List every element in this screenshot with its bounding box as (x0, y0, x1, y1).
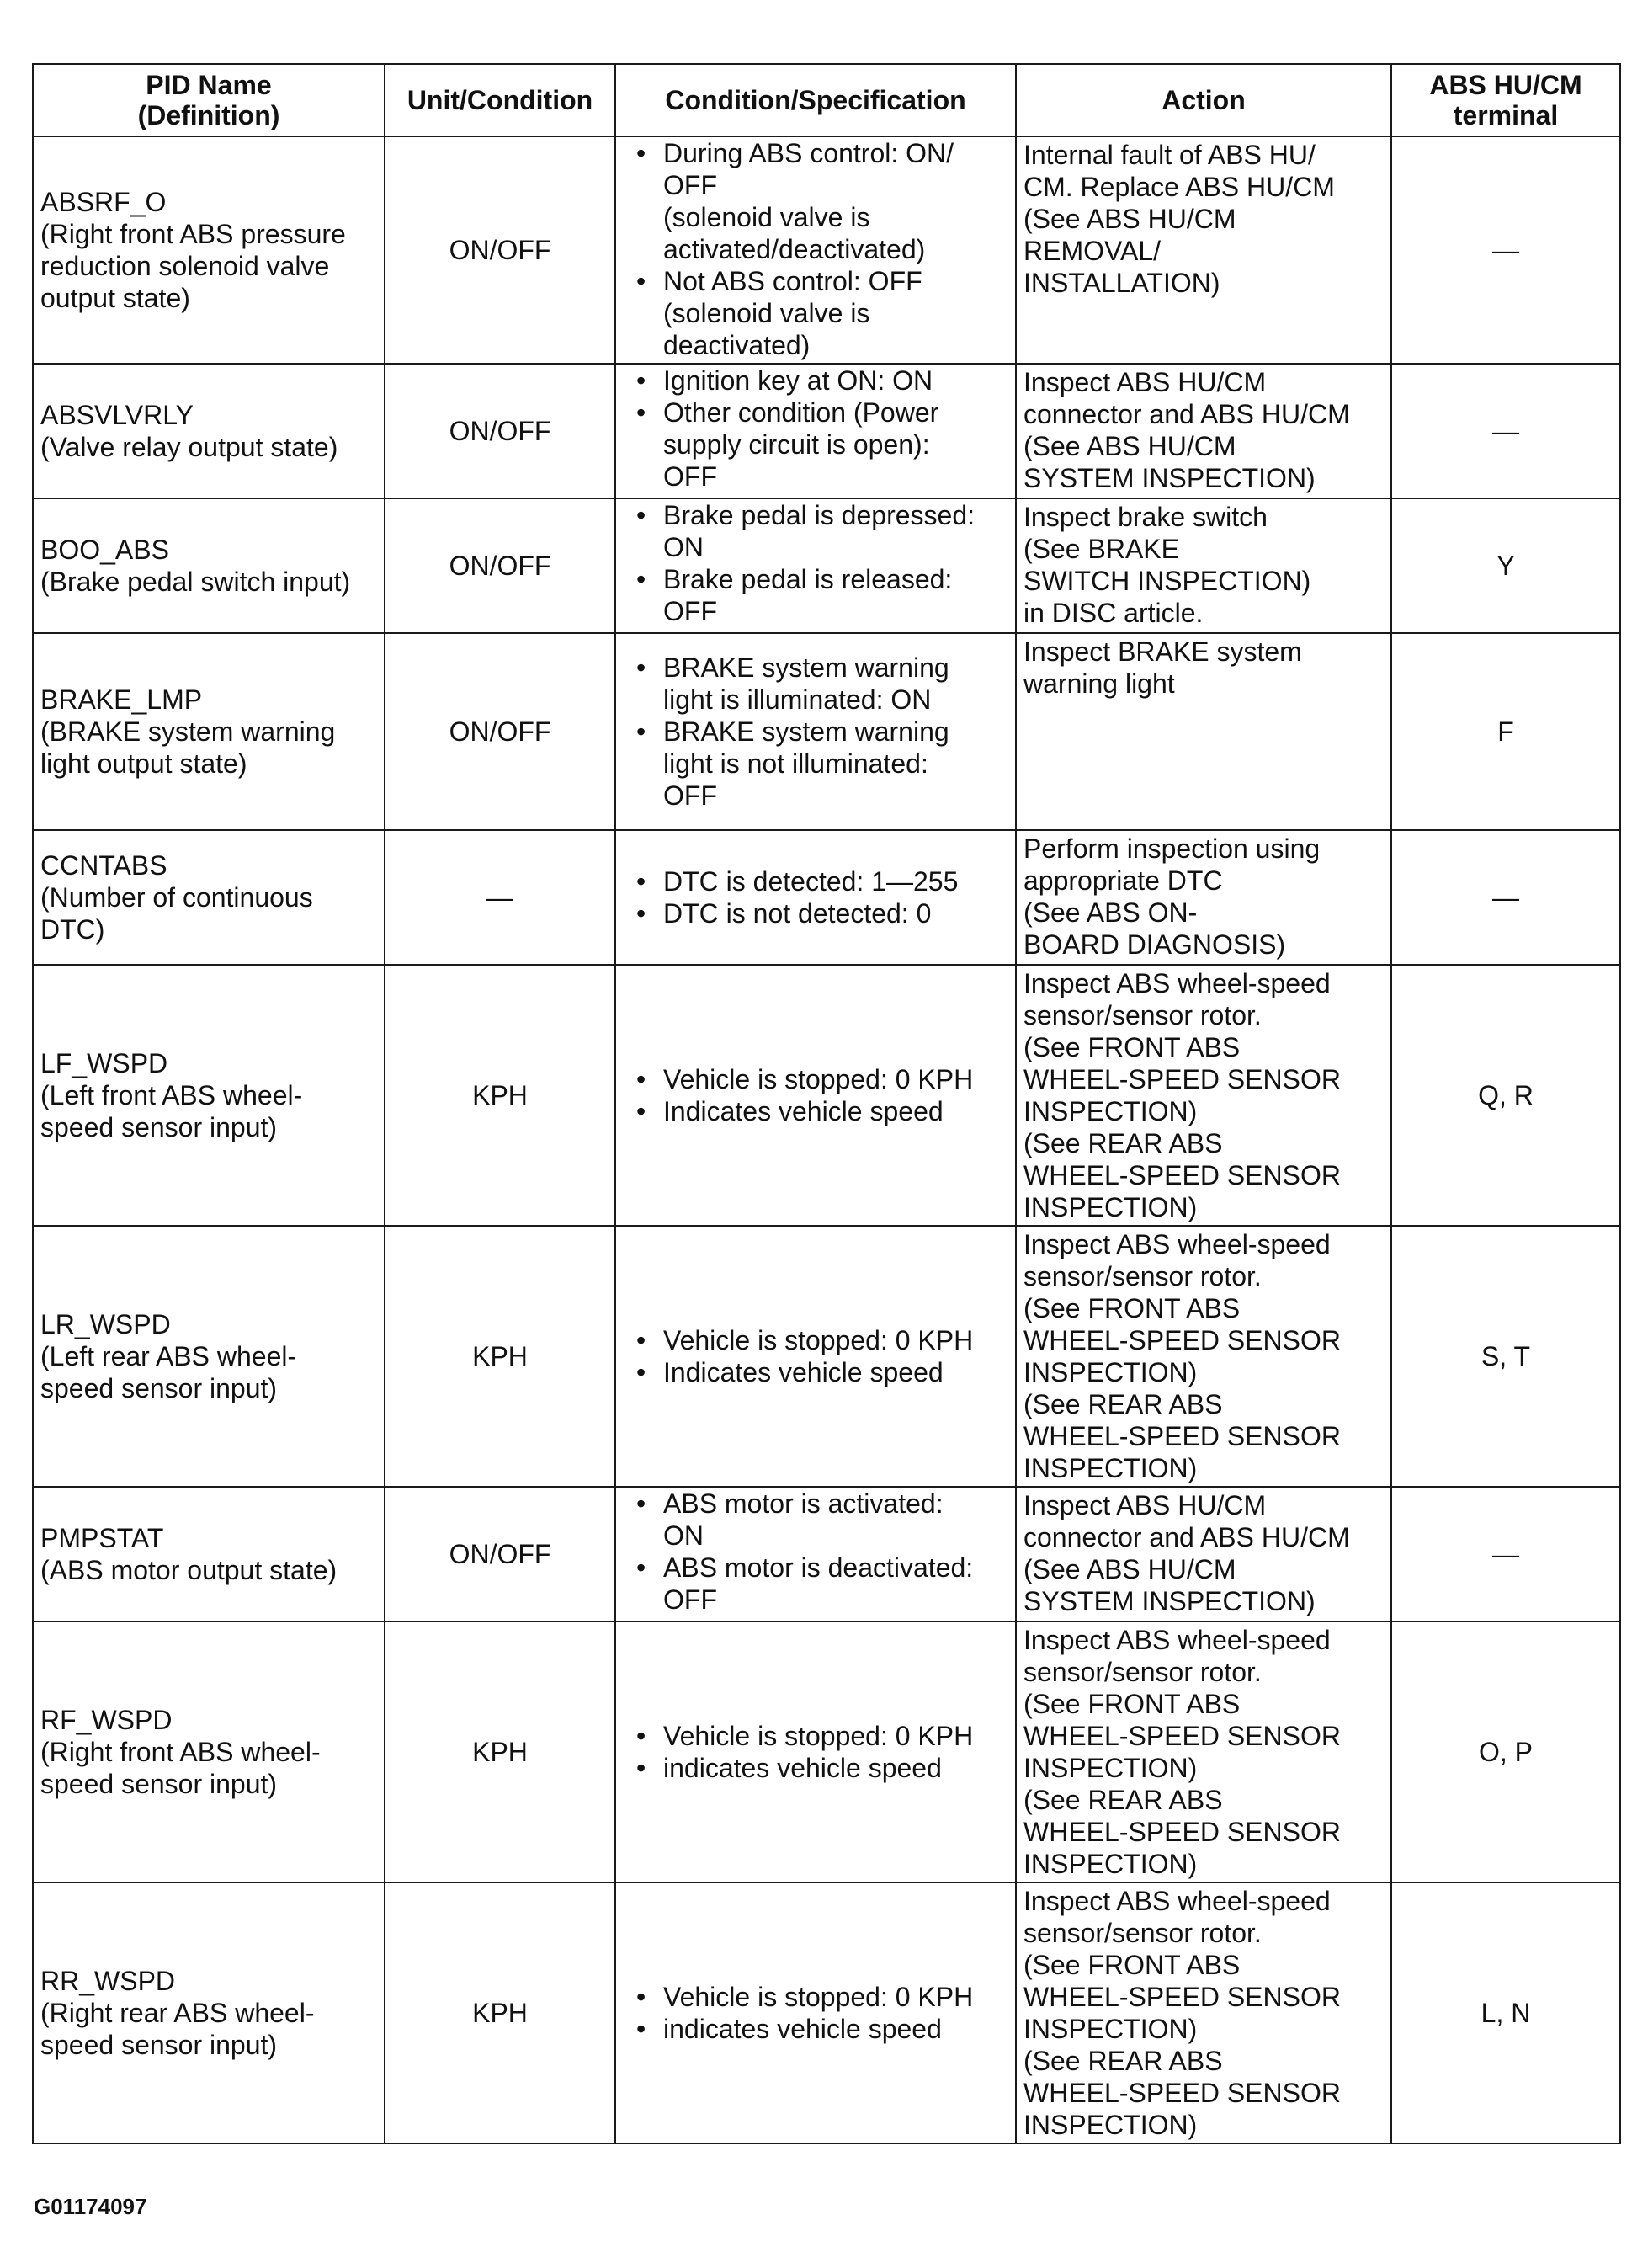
figure-code: G01174097 (34, 2194, 147, 2219)
cell-action (1016, 633, 1391, 830)
cell-unit: ON/OFF (385, 633, 615, 830)
cell-spec (615, 1882, 1016, 2143)
spec-item-line: • Brake pedal is depressed: (663, 500, 975, 530)
pid-definition-line: light output state) (40, 748, 247, 779)
cell-pid (33, 1621, 385, 1882)
pid-definition-line: (Brake pedal switch input) (40, 567, 351, 597)
action-line: INSPECTION) (1023, 2014, 1198, 2044)
action-line: WHEEL-SPEED SENSOR (1023, 1160, 1341, 1190)
spec-list (623, 1488, 1008, 1616)
spec-item-line: • BRAKE system warning (663, 716, 949, 747)
pid-name: RR_WSPD (40, 1966, 176, 1996)
spec-item (631, 1720, 1008, 1752)
spec-item-line: • BRAKE system warning (663, 652, 949, 683)
action-line: SYSTEM INSPECTION) (1023, 1586, 1316, 1616)
spec-list (623, 1720, 1008, 1784)
header-pid-name (33, 64, 385, 136)
action-line: connector and ABS HU/CM (1023, 1522, 1350, 1552)
action-line: (See FRONT ABS (1023, 1689, 1241, 1719)
spec-item-line: • During ABS control: ON/ (663, 138, 954, 168)
action-line: in DISC article. (1023, 598, 1204, 628)
cell-action (1016, 136, 1391, 364)
action-line: Inspect ABS wheel-speed (1023, 1886, 1331, 1916)
action-line: INSPECTION) (1023, 1357, 1198, 1387)
action-line: WHEEL-SPEED SENSOR (1023, 1721, 1341, 1751)
cell-action (1016, 1621, 1391, 1882)
cell-spec (615, 633, 1016, 830)
cell-pid (33, 1882, 385, 2143)
cell-pid (33, 965, 385, 1226)
pid-definition-line: reduction solenoid valve (40, 251, 330, 281)
pid-table (32, 63, 1621, 2144)
spec-item-line: ON (663, 532, 704, 562)
cell-terminal: — (1391, 830, 1620, 965)
spec-item-line: activated/deactivated) (663, 234, 926, 264)
action-line: REMOVAL/ (1023, 236, 1161, 266)
spec-item-line: OFF (663, 1584, 717, 1615)
spec-item (631, 716, 1008, 812)
table-row (33, 364, 1620, 498)
cell-spec (615, 1226, 1016, 1487)
spec-item (631, 1095, 1008, 1127)
action-line: WHEEL-SPEED SENSOR (1023, 1982, 1341, 2012)
spec-item (631, 2013, 1008, 2045)
spec-item (631, 265, 1008, 361)
cell-spec (615, 1487, 1016, 1621)
spec-item-line: OFF (663, 170, 717, 200)
cell-spec (615, 364, 1016, 498)
cell-unit: KPH (385, 1226, 615, 1487)
cell-terminal: L, N (1391, 1882, 1620, 2143)
pid-definition-line: speed sensor input) (40, 1112, 278, 1142)
action-line: INSPECTION) (1023, 1849, 1198, 1879)
action-line: sensor/sensor rotor. (1023, 1261, 1262, 1291)
action-line: appropriate DTC (1023, 865, 1223, 896)
action-line: INSTALLATION) (1023, 268, 1220, 298)
spec-item (631, 1488, 1008, 1552)
action-line: Inspect ABS HU/CM (1023, 1490, 1267, 1520)
header-pid-definition-label: (Definition) (137, 100, 280, 130)
action-line: Inspect ABS HU/CM (1023, 367, 1267, 397)
action-line: (See ABS HU/CM (1023, 431, 1236, 461)
action-line: INSPECTION) (1023, 2110, 1198, 2140)
action-line: INSPECTION) (1023, 1753, 1198, 1783)
action-line: WHEEL-SPEED SENSOR (1023, 2078, 1341, 2108)
spec-list (623, 365, 1008, 492)
action-line: connector and ABS HU/CM (1023, 399, 1350, 429)
action-line: SWITCH INSPECTION) (1023, 566, 1311, 596)
pid-definition-line: (ABS motor output state) (40, 1555, 338, 1585)
action-line: Internal fault of ABS HU/ (1023, 140, 1316, 170)
action-line: INSPECTION) (1023, 1192, 1198, 1222)
spec-item (631, 652, 1008, 716)
pid-definition-line: (Number of continuous (40, 882, 313, 913)
spec-item-line: • ABS motor is deactivated: (663, 1552, 974, 1583)
spec-item (631, 1752, 1008, 1784)
cell-action (1016, 364, 1391, 498)
table-row (33, 830, 1620, 965)
action-line: sensor/sensor rotor. (1023, 1657, 1262, 1687)
cell-unit: ON/OFF (385, 364, 615, 498)
spec-list (623, 865, 1008, 929)
action-line: Inspect ABS wheel-speed (1023, 1625, 1331, 1655)
spec-item (631, 397, 1008, 492)
table-row (33, 965, 1620, 1226)
header-spec: Condition/Specification (615, 64, 1016, 136)
pid-name: LF_WSPD (40, 1048, 168, 1078)
spec-list (623, 137, 1008, 361)
spec-item-line: • Ignition key at ON: ON (663, 365, 933, 396)
header-unit: Unit/Condition (385, 64, 615, 136)
spec-item-line: • indicates vehicle speed (663, 1753, 942, 1783)
spec-item-line: OFF (663, 596, 717, 626)
spec-list (623, 1324, 1008, 1388)
header-pid-name-label: PID Name (146, 70, 272, 100)
action-line: WHEEL-SPEED SENSOR (1023, 1325, 1341, 1355)
cell-unit: ON/OFF (385, 1487, 615, 1621)
cell-spec (615, 965, 1016, 1226)
action-line: INSPECTION) (1023, 1096, 1198, 1126)
table-row (33, 1621, 1620, 1882)
table-row (33, 136, 1620, 364)
pid-definition-line: output state) (40, 283, 190, 313)
pid-name: CCNTABS (40, 850, 167, 881)
pid-definition-line: (Right rear ABS wheel- (40, 1998, 315, 2028)
cell-terminal: O, P (1391, 1621, 1620, 1882)
cell-pid (33, 498, 385, 633)
cell-terminal: F (1391, 633, 1620, 830)
spec-item (631, 1324, 1008, 1356)
cell-terminal: — (1391, 1487, 1620, 1621)
pid-definition-line: speed sensor input) (40, 2030, 278, 2060)
action-line: CM. Replace ABS HU/CM (1023, 172, 1335, 202)
pid-definition-line: (Left rear ABS wheel- (40, 1341, 297, 1371)
action-line: (See REAR ABS (1023, 2046, 1223, 2076)
header-terminal-line2: terminal (1453, 100, 1559, 130)
cell-spec (615, 136, 1016, 364)
spec-item (631, 1356, 1008, 1388)
action-line: SYSTEM INSPECTION) (1023, 463, 1316, 493)
action-line: Inspect BRAKE system (1023, 636, 1302, 667)
action-line: (See ABS HU/CM (1023, 204, 1236, 234)
pid-table-container (32, 63, 1619, 2144)
spec-item-line: OFF (663, 461, 717, 492)
pid-name: BOO_ABS (40, 535, 169, 565)
spec-item-line: • Vehicle is stopped: 0 KPH (663, 1982, 974, 2012)
cell-terminal: Q, R (1391, 965, 1620, 1226)
spec-item-line: • Other condition (Power (663, 397, 939, 428)
spec-item-line: • DTC is not detected: 0 (663, 898, 932, 929)
header-action: Action (1016, 64, 1391, 136)
pid-definition-line: (Left front ABS wheel- (40, 1080, 303, 1110)
pid-name: ABSVLVRLY (40, 400, 194, 430)
spec-item (631, 365, 1008, 397)
table-body (33, 136, 1620, 2143)
table-row (33, 498, 1620, 633)
cell-terminal: S, T (1391, 1226, 1620, 1487)
spec-item-line: ON (663, 1520, 704, 1551)
cell-terminal: — (1391, 364, 1620, 498)
cell-spec (615, 830, 1016, 965)
cell-pid (33, 136, 385, 364)
spec-item (631, 1981, 1008, 2013)
cell-action (1016, 1226, 1391, 1487)
action-line: (See REAR ABS (1023, 1128, 1223, 1158)
action-line: sensor/sensor rotor. (1023, 1918, 1262, 1948)
table-row (33, 633, 1620, 830)
spec-item-line: • ABS motor is activated: (663, 1488, 944, 1519)
spec-item (631, 897, 1008, 929)
pid-definition-line: (Right front ABS pressure (40, 219, 346, 249)
pid-definition-line: (Right front ABS wheel- (40, 1737, 321, 1767)
cell-pid (33, 364, 385, 498)
pid-definition-line: DTC) (40, 914, 105, 945)
action-line: warning light (1023, 668, 1175, 699)
action-line: INSPECTION) (1023, 1453, 1198, 1483)
table-row (33, 1226, 1620, 1487)
spec-item-line: • Vehicle is stopped: 0 KPH (663, 1721, 974, 1751)
pid-name: ABSRF_O (40, 187, 167, 217)
pid-definition-line: speed sensor input) (40, 1769, 278, 1799)
spec-item-line: • Brake pedal is released: (663, 564, 953, 594)
spec-item-line: • Indicates vehicle speed (663, 1357, 944, 1387)
spec-item (631, 563, 1008, 627)
action-line: WHEEL-SPEED SENSOR (1023, 1064, 1341, 1094)
pid-definition-line: (BRAKE system warning (40, 716, 336, 747)
spec-item-line: • Not ABS control: OFF (663, 266, 922, 296)
header-terminal (1391, 64, 1620, 136)
action-line: Inspect ABS wheel-speed (1023, 968, 1331, 998)
spec-list (623, 652, 1008, 812)
cell-spec (615, 1621, 1016, 1882)
action-line: WHEEL-SPEED SENSOR (1023, 1421, 1341, 1451)
spec-item-line: deactivated) (663, 330, 811, 360)
action-line: (See FRONT ABS (1023, 1293, 1241, 1323)
action-line: Inspect ABS wheel-speed (1023, 1229, 1331, 1259)
spec-item-line: • Vehicle is stopped: 0 KPH (663, 1064, 974, 1094)
spec-item-line: • DTC is detected: 1—255 (663, 866, 959, 897)
spec-item-line: light is illuminated: ON (663, 684, 932, 715)
cell-unit: ON/OFF (385, 136, 615, 364)
action-line: (See ABS HU/CM (1023, 1554, 1236, 1584)
cell-terminal: Y (1391, 498, 1620, 633)
cell-unit: KPH (385, 1882, 615, 2143)
cell-unit: KPH (385, 1621, 615, 1882)
action-line: WHEEL-SPEED SENSOR (1023, 1817, 1341, 1847)
action-line: (See FRONT ABS (1023, 1950, 1241, 1980)
pid-definition-line: (Valve relay output state) (40, 432, 338, 462)
spec-item (631, 499, 1008, 563)
spec-item-line: • indicates vehicle speed (663, 2014, 942, 2044)
action-line: (See FRONT ABS (1023, 1032, 1241, 1062)
cell-action (1016, 1487, 1391, 1621)
spec-item-line: (solenoid valve is (663, 202, 870, 232)
cell-action (1016, 830, 1391, 965)
spec-item-line: (solenoid valve is (663, 298, 870, 328)
pid-definition-line: speed sensor input) (40, 1373, 278, 1403)
cell-unit: KPH (385, 965, 615, 1226)
action-line: Perform inspection using (1023, 833, 1321, 864)
action-line: (See REAR ABS (1023, 1785, 1223, 1815)
cell-action (1016, 1882, 1391, 2143)
pid-name: BRAKE_LMP (40, 684, 203, 715)
cell-action (1016, 498, 1391, 633)
table-header-row (33, 64, 1620, 136)
spec-list (623, 1981, 1008, 2045)
cell-unit: — (385, 830, 615, 965)
spec-item-line: supply circuit is open): (663, 429, 930, 460)
cell-spec (615, 498, 1016, 633)
spec-item (631, 137, 1008, 265)
pid-name: LR_WSPD (40, 1309, 171, 1339)
cell-pid (33, 1226, 385, 1487)
action-line: (See REAR ABS (1023, 1389, 1223, 1419)
spec-list (623, 499, 1008, 627)
pid-name: RF_WSPD (40, 1705, 173, 1735)
spec-item (631, 1063, 1008, 1095)
cell-unit: ON/OFF (385, 498, 615, 633)
table-row (33, 1882, 1620, 2143)
action-line: Inspect brake switch (1023, 502, 1268, 532)
spec-item (631, 865, 1008, 897)
spec-list (623, 1063, 1008, 1127)
action-line: (See ABS ON- (1023, 897, 1198, 928)
header-terminal-line1: ABS HU/CM (1429, 70, 1582, 100)
pid-name: PMPSTAT (40, 1523, 164, 1553)
spec-item-line: light is not illuminated: (663, 748, 928, 779)
cell-pid (33, 830, 385, 965)
action-line: BOARD DIAGNOSIS) (1023, 929, 1286, 960)
spec-item (631, 1552, 1008, 1616)
cell-terminal: — (1391, 136, 1620, 364)
spec-item-line: • Indicates vehicle speed (663, 1096, 944, 1126)
table-row (33, 1487, 1620, 1621)
action-line: (See BRAKE (1023, 534, 1179, 564)
cell-action (1016, 965, 1391, 1226)
cell-pid (33, 633, 385, 830)
cell-pid (33, 1487, 385, 1621)
action-line: sensor/sensor rotor. (1023, 1000, 1262, 1030)
spec-item-line: OFF (663, 780, 717, 811)
spec-item-line: • Vehicle is stopped: 0 KPH (663, 1325, 974, 1355)
